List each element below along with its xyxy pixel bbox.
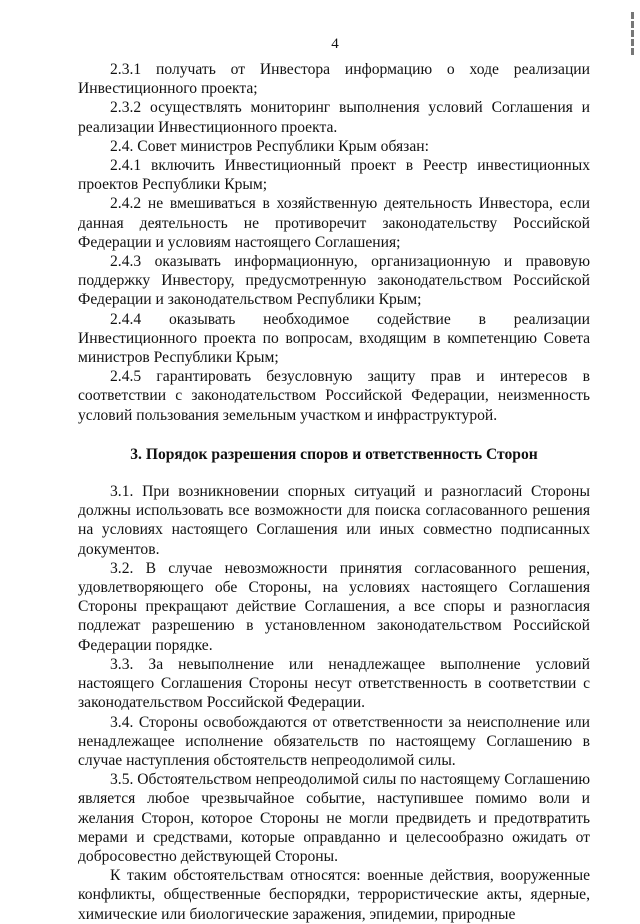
paragraph-force-majeure-list: К таким обстоятельствам относятся: военные действия, вооруженные конфликты, общественные беспорядки, террористические акты, ядерные, химические или биологические заражения, эпидемии, природные	[78, 867, 590, 923]
paragraph-3-5: 3.5. Обстоятельством непреодолимой силы по настоящему Соглашению является любое чрезвычайное событие, наступившее помимо воли и желания Сторон, которое Стороны не могли предвидеть и предотвратить мерами и средствами, которые оправданно и целесообразно ожидать от добросовестно действующей Стороны.	[78, 771, 591, 865]
page-number: 4	[331, 36, 339, 52]
paragraph-3-1: 3.1. При возникновении спорных ситуаций и разногласий Стороны должны использовать все возможности для поиска согласованного решения на условиях настоящего Соглашения или иных совместно подписанных документов.	[78, 483, 590, 558]
document-body	[78, 60, 590, 924]
paragraph-2-4: 2.4. Совет министров Республики Крым обязан:	[110, 137, 429, 155]
section-heading: 3. Порядок разрешения споров и ответственность Сторон	[130, 445, 538, 463]
paragraph-3-4: 3.4. Стороны освобождаются от ответственности за неисполнение или ненадлежащее исполнение обязательств по настоящему Соглашению в случае наступления обстоятельств непреодолимой силы.	[78, 713, 590, 769]
paragraph-2-4-1: 2.4.1 включить Инвестиционный проект в Реестр инвестиционных проектов Республики Крым;	[78, 157, 590, 194]
paragraph-3-3: 3.3. За невыполнение или ненадлежащее выполнение условий настоящего Соглашения Стороны несут ответственность в соответствии с законодательством Российской Федерации.	[78, 655, 590, 712]
paragraph-2-4-4: 2.4.4 оказывать необходимое содействие в реализации Инвестиционного проекта по вопросам, входящим в компетенцию Совета министров Республики Крым;	[78, 310, 590, 367]
scan-edge-mark	[631, 10, 637, 70]
paragraph-2-4-5: 2.4.5 гарантировать безусловную защиту прав и интересов в соответствии с законодательством Российской Федерации, неизменность условий пользования земельным участком и инфраструктурой.	[78, 368, 590, 424]
paragraph-3-2: 3.2. В случае невозможности принятия согласованного решения, удовлетворяющего обе Стороны, на условиях настоящего Соглашения Стороны прекращают действие Соглашения, а все споры и разногласия подлежат разрешению в установленном законодательством Российской Федерации порядке.	[78, 559, 590, 654]
paragraph-2-4-2: 2.4.2 не вмешиваться в хозяйственную деятельность Инвестора, если данная деятельность не противоречит законодательству Российской Федерации и условиям настоящего Соглашения;	[78, 195, 590, 251]
paragraph-2-4-3: 2.4.3 оказывать информационную, организационную и правовую поддержку Инвестору, предусмотренную законодательством Российской Федерации и законодательством Республики Крым;	[78, 253, 590, 309]
paragraph-2-3-1: 2.3.1 получать от Инвестора информацию о ходе реализации Инвестиционного проекта;	[78, 61, 590, 98]
paragraph-2-3-2: 2.3.2 осуществлять мониторинг выполнения условий Соглашения и реализации Инвестиционного проекта.	[78, 99, 590, 136]
